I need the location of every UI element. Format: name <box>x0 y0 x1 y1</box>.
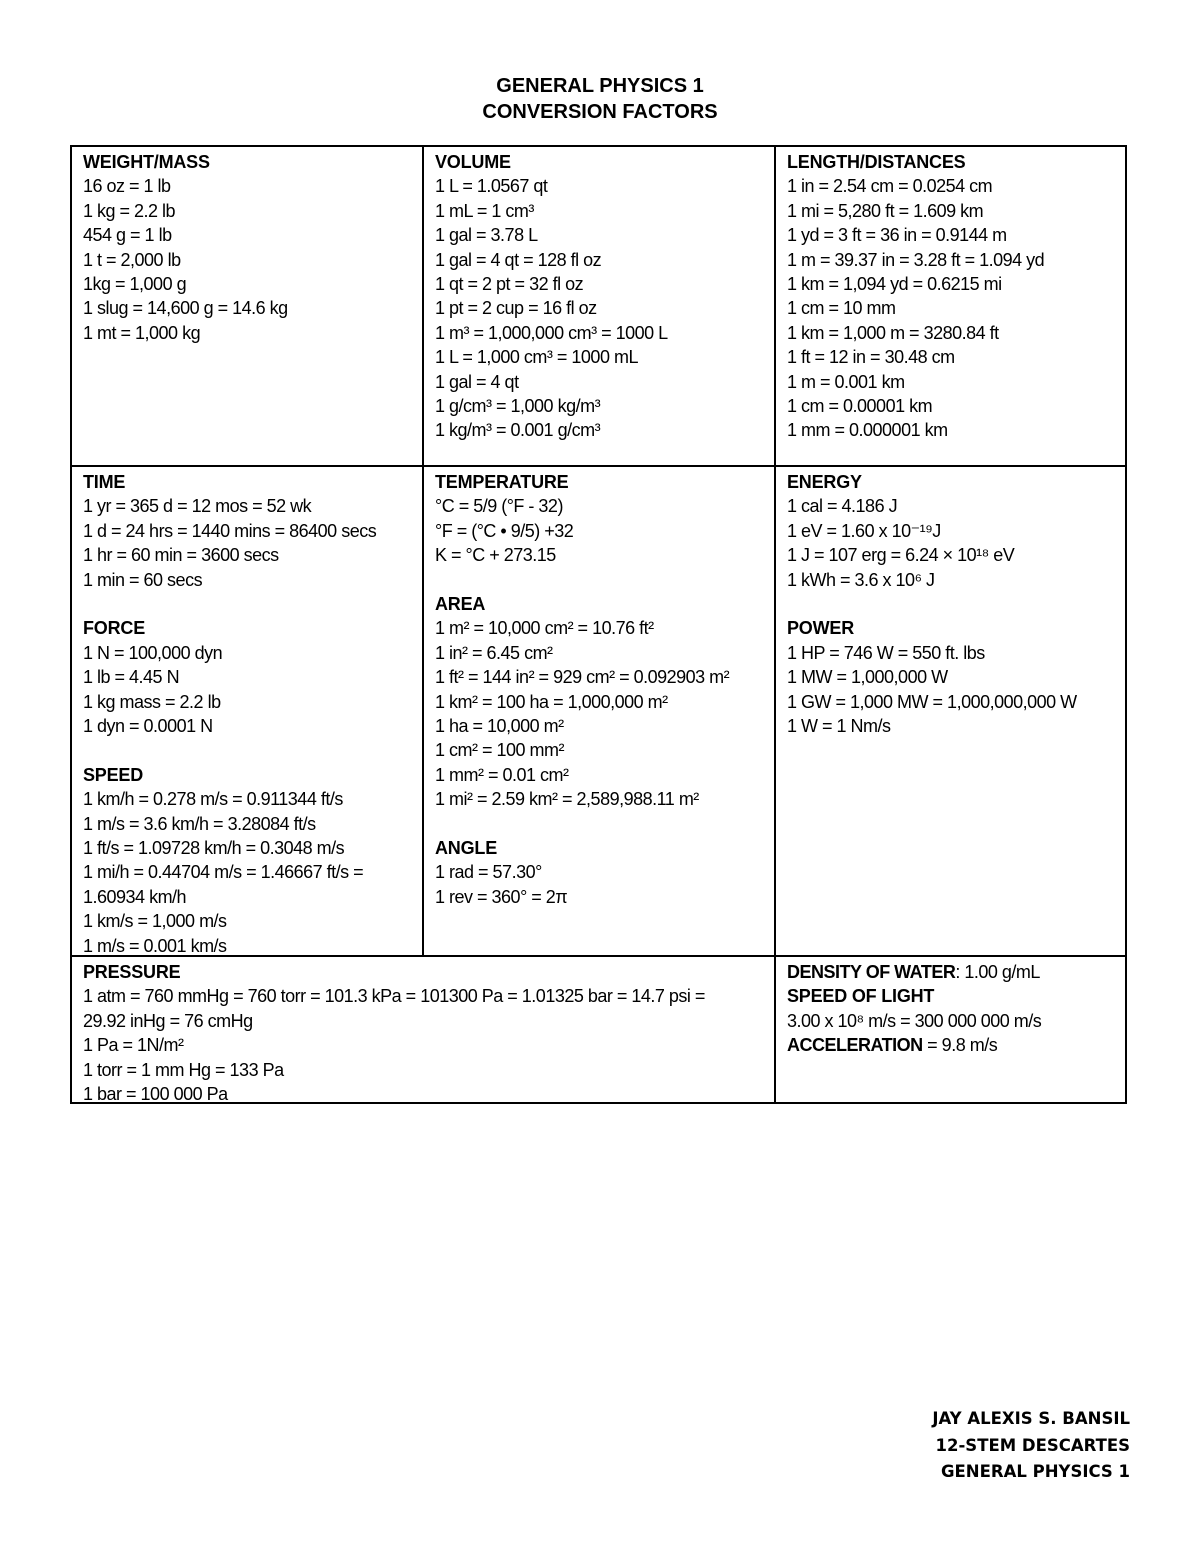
area-line: 1 cm² = 100 mm² <box>435 740 565 761</box>
length-line: 1 mm = 0.000001 km <box>787 420 948 441</box>
force-line: 1 dyn = 0.0001 N <box>83 716 213 737</box>
power-line: 1 W = 1 Nm/s <box>787 716 891 737</box>
cell-time-force-speed <box>72 467 422 958</box>
weight-line: 1 mt = 1,000 kg <box>83 322 201 343</box>
heading-angle: ANGLE <box>435 838 498 859</box>
volume-line: 1 L = 1.0567 qt <box>435 176 548 197</box>
cell-volume <box>424 147 774 443</box>
heading-power: POWER <box>787 618 855 639</box>
force-line: 1 lb = 4.45 N <box>83 667 180 688</box>
length-line: 1 m = 0.001 km <box>787 371 905 392</box>
temperature-line: °F = (°C • 9/5) +32 <box>435 520 574 541</box>
volume-line: 1 qt = 2 pt = 32 fl oz <box>435 274 584 295</box>
cell-length <box>776 147 1125 443</box>
volume-line: 1 gal = 3.78 L <box>435 225 538 246</box>
volume-line: 1 gal = 4 qt <box>435 371 519 392</box>
author-section: 12-STEM DESCARTES <box>935 1435 1130 1455</box>
power-line: 1 MW = 1,000,000 W <box>787 667 948 688</box>
document-title <box>0 73 1200 125</box>
title-line-2: CONVERSION FACTORS <box>482 101 718 123</box>
volume-line: 1 mL = 1 cm³ <box>435 200 534 221</box>
heading-pressure: PRESSURE <box>83 962 181 982</box>
speed-line: 1.60934 km/h <box>83 886 187 907</box>
density-of-water <box>787 960 1115 984</box>
weight-line: 16 oz = 1 lb <box>83 176 171 197</box>
area-line: 1 ha = 10,000 m² <box>435 716 564 737</box>
cell-pressure <box>72 957 774 1106</box>
volume-line: 1 m³ = 1,000,000 cm³ = 1000 L <box>435 322 668 343</box>
heading-temperature: TEMPERATURE <box>435 472 569 492</box>
time-line: 1 min = 60 secs <box>83 569 203 590</box>
conversion-table <box>70 145 1127 1104</box>
author-name: JAY ALEXIS S. BANSIL <box>932 1409 1130 1428</box>
speed-of-light-label: SPEED OF LIGHT <box>787 986 935 1007</box>
force-line: 1 kg mass = 2.2 lb <box>83 691 221 712</box>
spacer <box>83 738 412 762</box>
volume-line: 1 pt = 2 cup = 16 fl oz <box>435 298 597 319</box>
weight-line: 1 slug = 14,600 g = 14.6 kg <box>83 298 288 319</box>
length-line: 1 cm = 0.00001 km <box>787 396 933 417</box>
pressure-line: 1 atm = 760 mmHg = 760 torr = 101.3 kPa = 101300 Pa = 1.01325 bar = 14.7 psi = <box>83 986 705 1007</box>
power-line: 1 GW = 1,000 MW = 1,000,000,000 W <box>787 691 1077 712</box>
volume-line: 1 gal = 4 qt = 128 fl oz <box>435 249 602 270</box>
time-line: 1 d = 24 hrs = 1440 mins = 86400 secs <box>83 520 377 541</box>
spacer <box>787 592 1115 616</box>
speed-line: 1 mi/h = 0.44704 m/s = 1.46667 ft/s = <box>83 862 364 883</box>
cell-temperature-area-angle <box>424 467 774 909</box>
length-line: 1 cm = 10 mm <box>787 298 896 319</box>
heading-force: FORCE <box>83 618 146 639</box>
pressure-line: 1 bar = 100 000 Pa <box>83 1084 228 1105</box>
time-line: 1 yr = 365 d = 12 mos = 52 wk <box>83 496 312 517</box>
angle-line: 1 rev = 360° = 2π <box>435 886 568 907</box>
speed-of-light-value: 3.00 x 10⁸ m/s = 300 000 000 m/s <box>787 1010 1042 1031</box>
power-line: 1 HP = 746 W = 550 ft. lbs <box>787 642 985 663</box>
pressure-line: 29.92 inHg = 76 cmHg <box>83 1010 253 1031</box>
acceleration-value: = 9.8 m/s <box>922 1035 998 1056</box>
energy-line: 1 cal = 4.186 J <box>787 496 898 517</box>
heading-length: LENGTH/DISTANCES <box>787 152 966 172</box>
density-label: DENSITY OF WATER <box>787 962 956 982</box>
length-line: 1 yd = 3 ft = 36 in = 0.9144 m <box>787 225 1007 246</box>
speed-line: 1 ft/s = 1.09728 km/h = 0.3048 m/s <box>83 838 345 859</box>
length-line: 1 km = 1,094 yd = 0.6215 mi <box>787 274 1002 295</box>
volume-line: 1 L = 1,000 cm³ = 1000 mL <box>435 347 638 368</box>
speed-line: 1 km/s = 1,000 m/s <box>83 911 227 932</box>
weight-line: 1 t = 2,000 lb <box>83 249 181 270</box>
heading-time: TIME <box>83 472 126 492</box>
spacer <box>83 592 412 616</box>
area-line: 1 mm² = 0.01 cm² <box>435 764 569 785</box>
force-line: 1 N = 100,000 dyn <box>83 642 223 663</box>
acceleration-label: ACCELERATION <box>787 1035 923 1056</box>
temperature-line: K = °C + 273.15 <box>435 545 556 566</box>
acceleration <box>787 1033 1115 1057</box>
speed-line: 1 m/s = 3.6 km/h = 3.28084 ft/s <box>83 813 316 834</box>
area-line: 1 m² = 10,000 cm² = 10.76 ft² <box>435 618 654 639</box>
area-line: 1 in² = 6.45 cm² <box>435 642 553 663</box>
speed-line: 1 m/s = 0.001 km/s <box>83 935 227 956</box>
area-line: 1 km² = 100 ha = 1,000,000 m² <box>435 691 668 712</box>
energy-line: 1 kWh = 3.6 x 10⁶ J <box>787 569 935 590</box>
time-line: 1 hr = 60 min = 3600 secs <box>83 545 279 566</box>
pressure-line: 1 torr = 1 mm Hg = 133 Pa <box>83 1059 284 1080</box>
area-line: 1 mi² = 2.59 km² = 2,589,988.11 m² <box>435 789 699 810</box>
heading-weight-mass: WEIGHT/MASS <box>83 152 210 172</box>
author-block <box>932 1406 1130 1486</box>
energy-line: 1 J = 107 erg = 6.24 × 10¹⁸ eV <box>787 545 1015 566</box>
heading-volume: VOLUME <box>435 152 511 172</box>
speed-line: 1 km/h = 0.278 m/s = 0.911344 ft/s <box>83 789 343 810</box>
spacer <box>435 812 764 836</box>
cell-weight-mass <box>72 147 422 345</box>
title-line-1: GENERAL PHYSICS 1 <box>496 75 704 97</box>
weight-line: 454 g = 1 lb <box>83 225 172 246</box>
weight-line: 1kg = 1,000 g <box>83 274 187 295</box>
heading-area: AREA <box>435 594 486 615</box>
length-line: 1 in = 2.54 cm = 0.0254 cm <box>787 176 993 197</box>
volume-line: 1 kg/m³ = 0.001 g/cm³ <box>435 420 601 441</box>
temperature-line: °C = 5/9 (°F - 32) <box>435 496 563 517</box>
length-line: 1 ft = 12 in = 30.48 cm <box>787 347 955 368</box>
volume-line: 1 g/cm³ = 1,000 kg/m³ <box>435 396 601 417</box>
heading-speed: SPEED <box>83 764 144 785</box>
cell-energy-power <box>776 467 1125 738</box>
area-line: 1 ft² = 144 in² = 929 cm² = 0.092903 m² <box>435 667 730 688</box>
angle-line: 1 rad = 57.30° <box>435 862 542 883</box>
heading-energy: ENERGY <box>787 472 862 492</box>
weight-line: 1 kg = 2.2 lb <box>83 200 176 221</box>
spacer <box>435 568 764 592</box>
author-subject: GENERAL PHYSICS 1 <box>940 1462 1130 1481</box>
density-value: : 1.00 g/mL <box>955 962 1040 982</box>
length-line: 1 km = 1,000 m = 3280.84 ft <box>787 322 999 343</box>
cell-constants <box>776 957 1125 1058</box>
length-line: 1 mi = 5,280 ft = 1.609 km <box>787 200 984 221</box>
length-line: 1 m = 39.37 in = 3.28 ft = 1.094 yd <box>787 249 1045 270</box>
energy-line: 1 eV = 1.60 x 10⁻¹⁹J <box>787 520 941 541</box>
pressure-line: 1 Pa = 1N/m² <box>83 1035 184 1056</box>
